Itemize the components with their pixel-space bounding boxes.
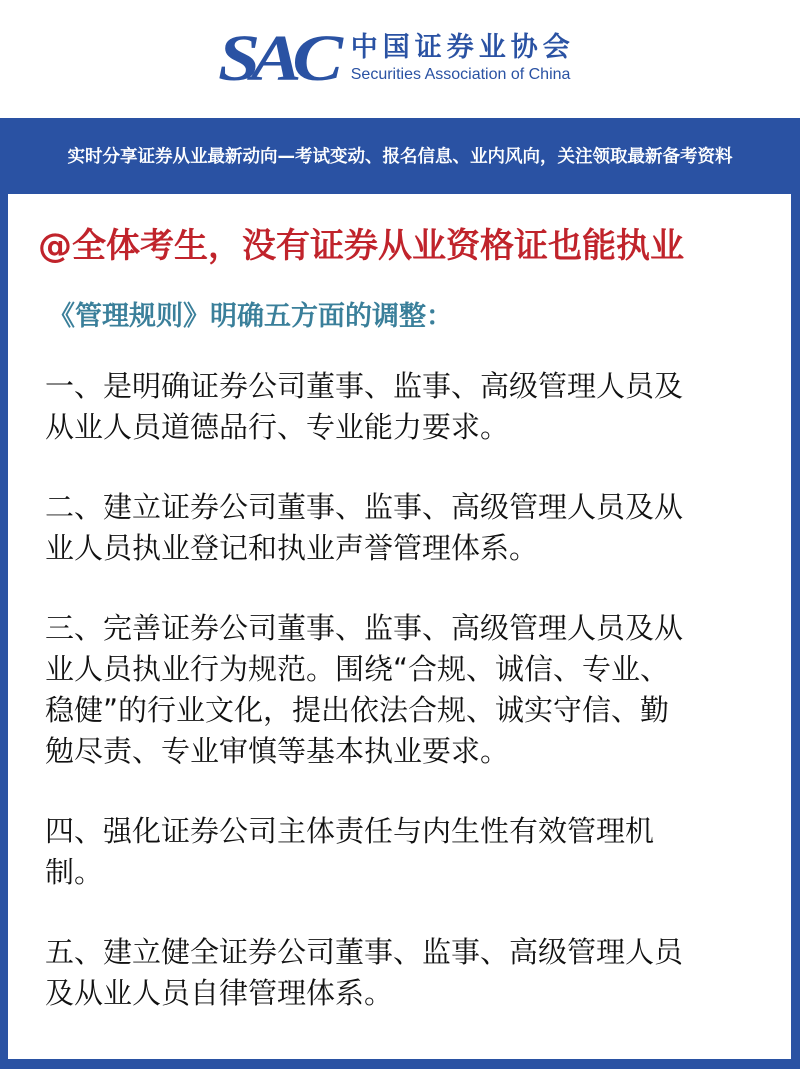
paragraph (45, 366, 683, 448)
paragraph-line: 三、完善证券公司董事、监事、高级管理人员及从 (45, 611, 684, 645)
banner-text: 实时分享证券从业最新动向—考试变动、报名信息、业内风向，关注领取最新备考资料 (67, 146, 733, 167)
content-panel (8, 194, 791, 1059)
subtitle: 《管理规则》明确五方面的调整： (48, 301, 453, 332)
org-name-en: Securities Association of China (350, 66, 571, 83)
paragraph (45, 811, 683, 893)
paragraph (45, 932, 683, 1014)
paragraph-line: 四、强化证券公司主体责任与内生性有效管理机 (45, 814, 655, 848)
page-title: @全体考生，没有证券从业资格证也能执业 (38, 226, 684, 266)
paragraph-line: 五、建立健全证券公司董事、监事、高级管理人员 (45, 935, 684, 969)
paragraph-line: 从业人员道德品行、专业能力要求。 (45, 410, 510, 444)
paragraph (45, 608, 683, 772)
org-name-cn: 中国证券业协会 (350, 32, 575, 63)
paragraph-line: 业人员执业行为规范。围绕“合规、诚信、专业、 (45, 652, 670, 686)
article-body (45, 366, 683, 1053)
paragraph (45, 487, 683, 569)
paragraph-line: 业人员执业登记和执业声誉管理体系。 (45, 531, 539, 565)
sac-logo (218, 22, 575, 95)
paragraph-line: 制。 (45, 855, 104, 889)
logo-mark: SAC (218, 22, 334, 95)
banner (0, 118, 800, 192)
header (0, 0, 800, 118)
paragraph-line: 及从业人员自律管理体系。 (45, 976, 394, 1010)
paragraph-line: 一、是明确证券公司董事、监事、高级管理人员及 (45, 369, 684, 403)
paragraph-line: 稳健”的行业文化，提出依法合规、诚实守信、勤 (45, 693, 670, 727)
paragraph-line: 勉尽责、专业审慎等基本执业要求。 (45, 734, 510, 768)
paragraph-line: 二、建立证券公司董事、监事、高级管理人员及从 (45, 490, 684, 524)
